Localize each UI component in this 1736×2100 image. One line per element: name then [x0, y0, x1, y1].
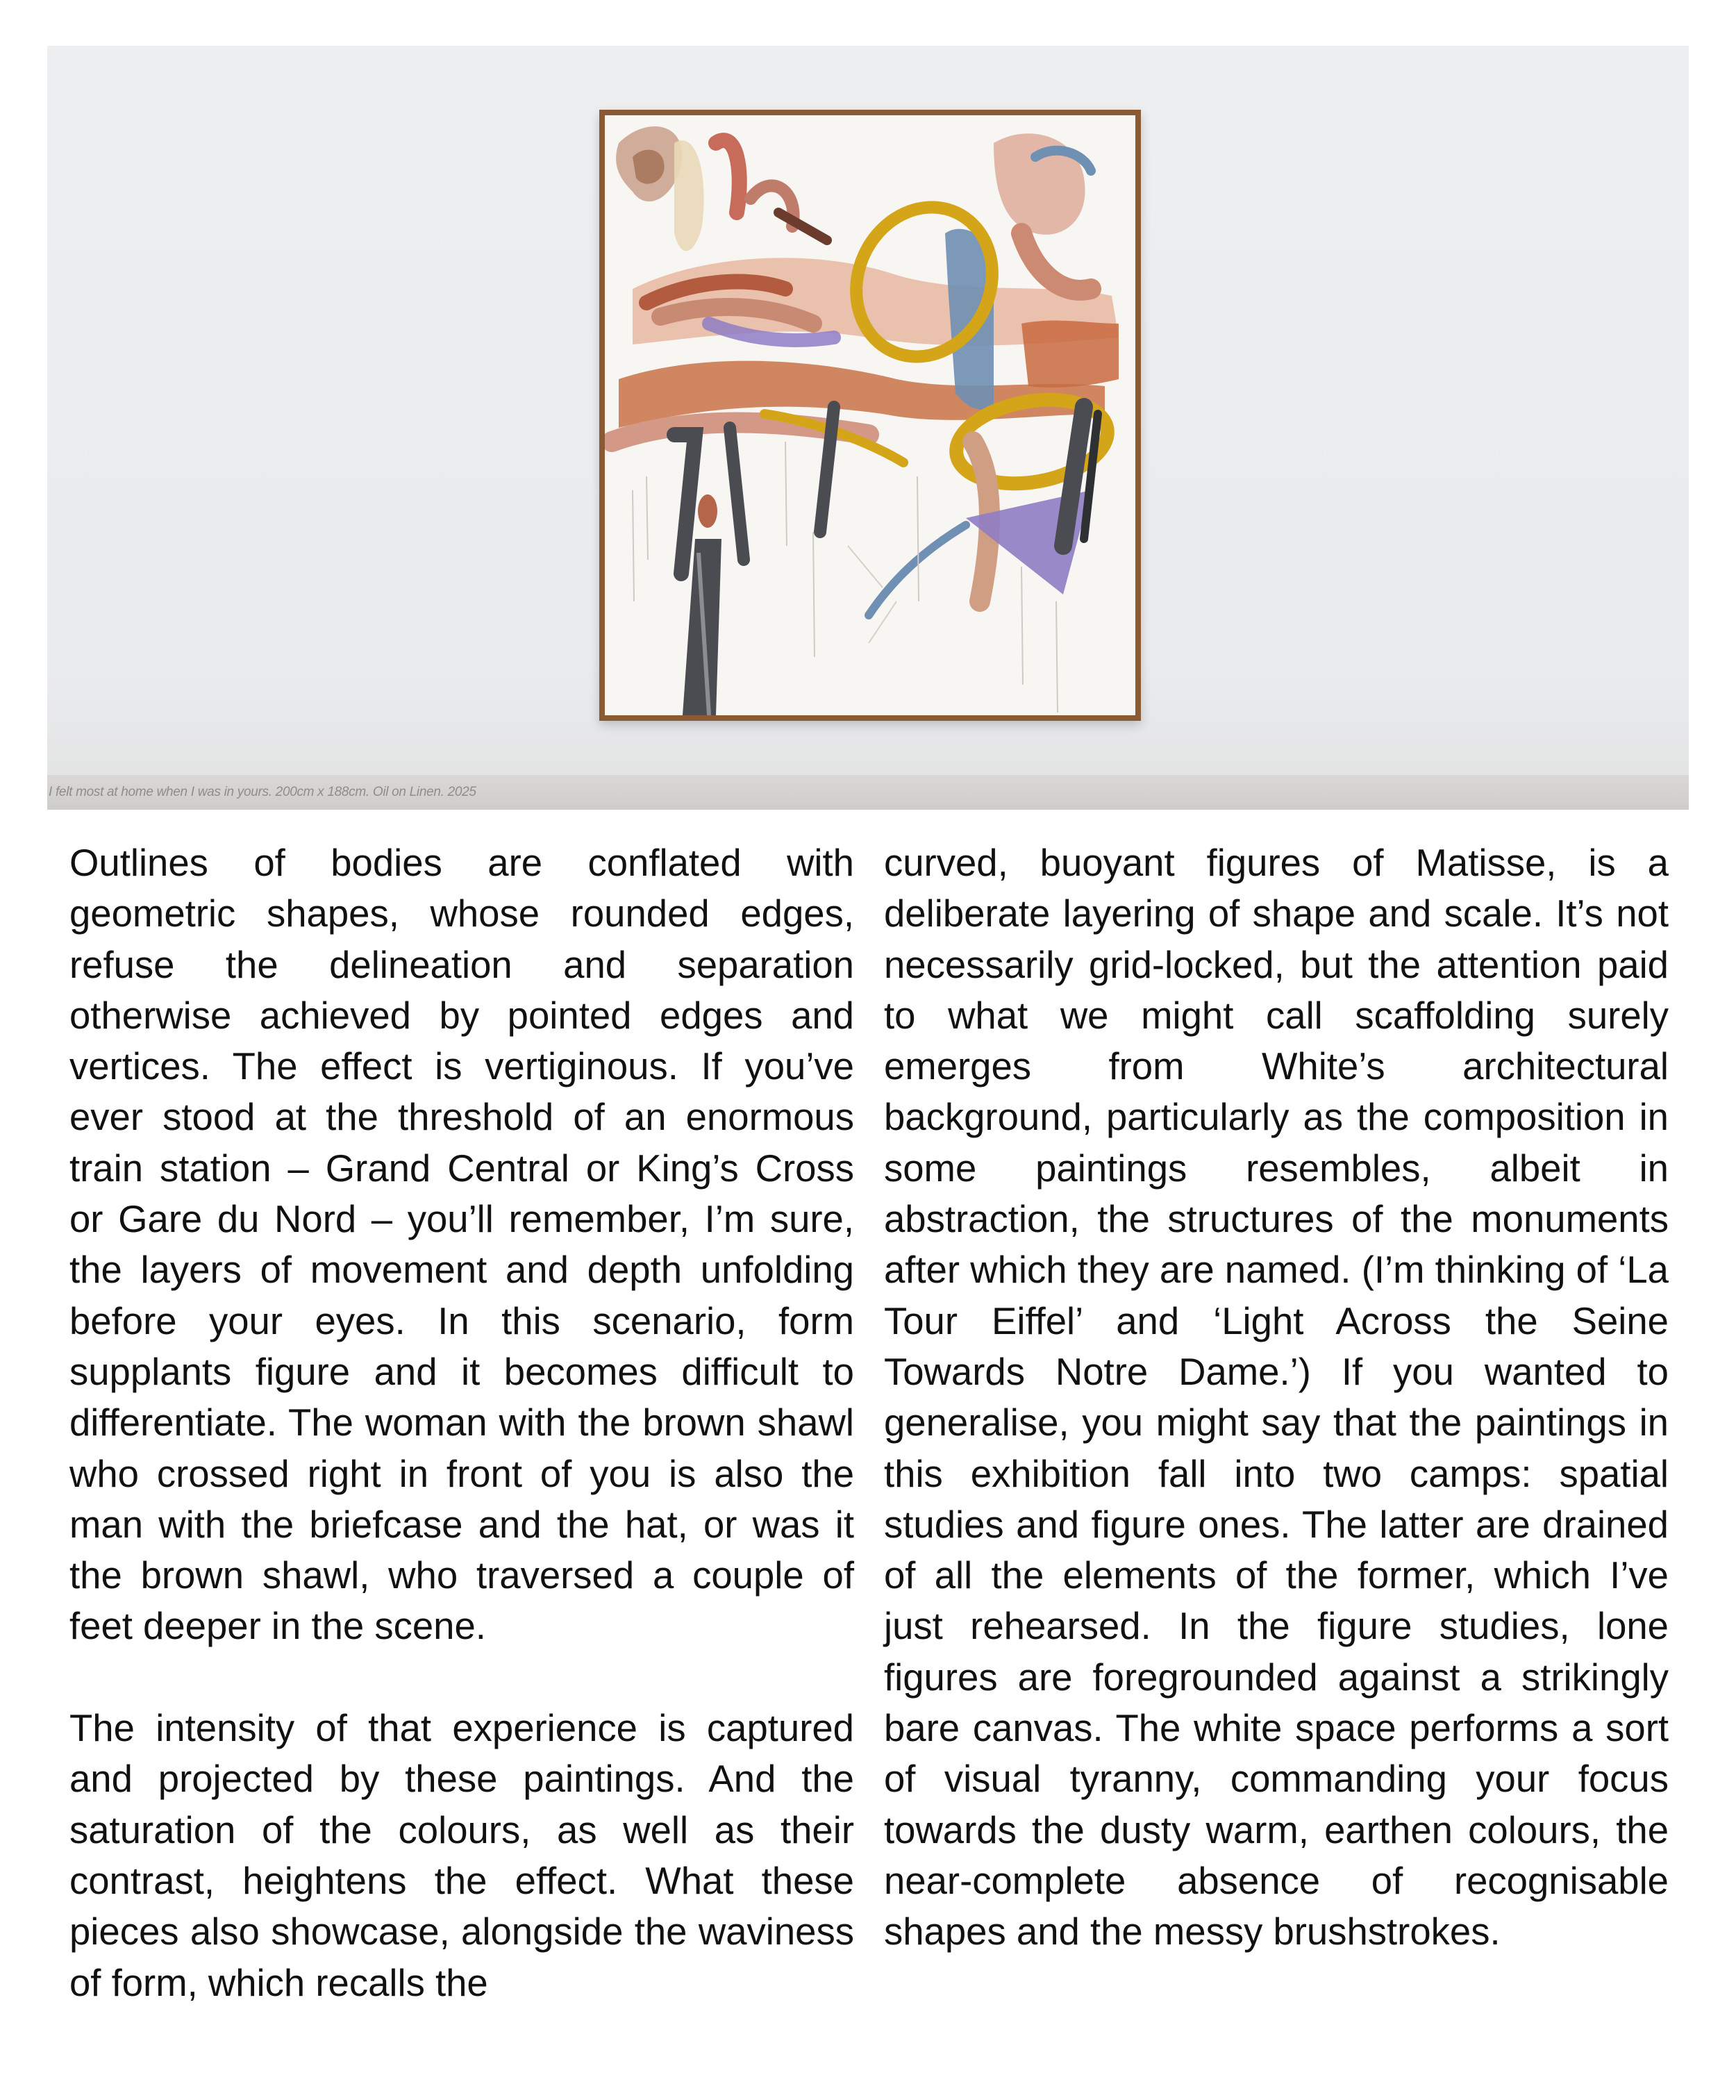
article-column-left	[69, 838, 854, 2008]
article-paragraph: Outlines of bodies are conflated with geometric shapes, whose rounded edges, refuse the delineation and separation otherwise achieved by pointed edges and vertices. The effect is vertiginous. If you’ve ever stood at the threshold of an enormous train station – Grand Central or King’s Cross or Gare du Nord – you’ll remember, I’m sure, the layers of movement and depth unfolding before your eyes. In this scenario, form supplants figure and it becomes difficult to differentiate. The woman with the brown shawl who crossed right in front of you is also the man with the briefcase and the hat, or was it the brown shawl, who traversed a couple of feet deeper in the scene.	[69, 842, 854, 1648]
article-paragraph: curved, buoyant figures of Matisse, is a deliberate layering of shape and scale. It’s not necessarily grid-locked, but the attention paid to what we might call scaffolding surely emerges from White’s architectural background, particularly as the composition in some paintings resembles, albeit in abstraction, the structures of the monuments after which they are named. (I’m thinking of ‘La Tour Eiffel’ and ‘Light Across the Seine Towards Notre Dame.’) If you wanted to generalise, you might say that the paintings in this exhibition fall into two camps: spatial studies and figure ones. The latter are drained of all the elements of the former, which I’ve just rehearsed. In the figure studies, lone figures are foregrounded against a strikingly bare canvas. The white space performs a sort of visual tyranny, commanding your focus towards the dusty warm, earthen colours, the near-complete absence of recognisable shapes and the messy brushstrokes.	[884, 842, 1669, 1953]
article-column-right	[884, 838, 1669, 1958]
article-paragraph: The intensity of that experience is captured and projected by these paintings. And the saturation of the colours, as well as their contrast, heightens the effect. What these pieces also showcase, alongside the waviness of form, which recalls the	[69, 1707, 854, 2004]
painting-frame	[599, 110, 1141, 721]
painting-canvas	[605, 115, 1135, 715]
abstract-painting	[605, 115, 1135, 715]
artwork-photo	[47, 46, 1689, 810]
artwork-caption: I felt most at home when I was in yours. 200cm x 188cm. Oil on Linen. 2025	[49, 785, 476, 799]
